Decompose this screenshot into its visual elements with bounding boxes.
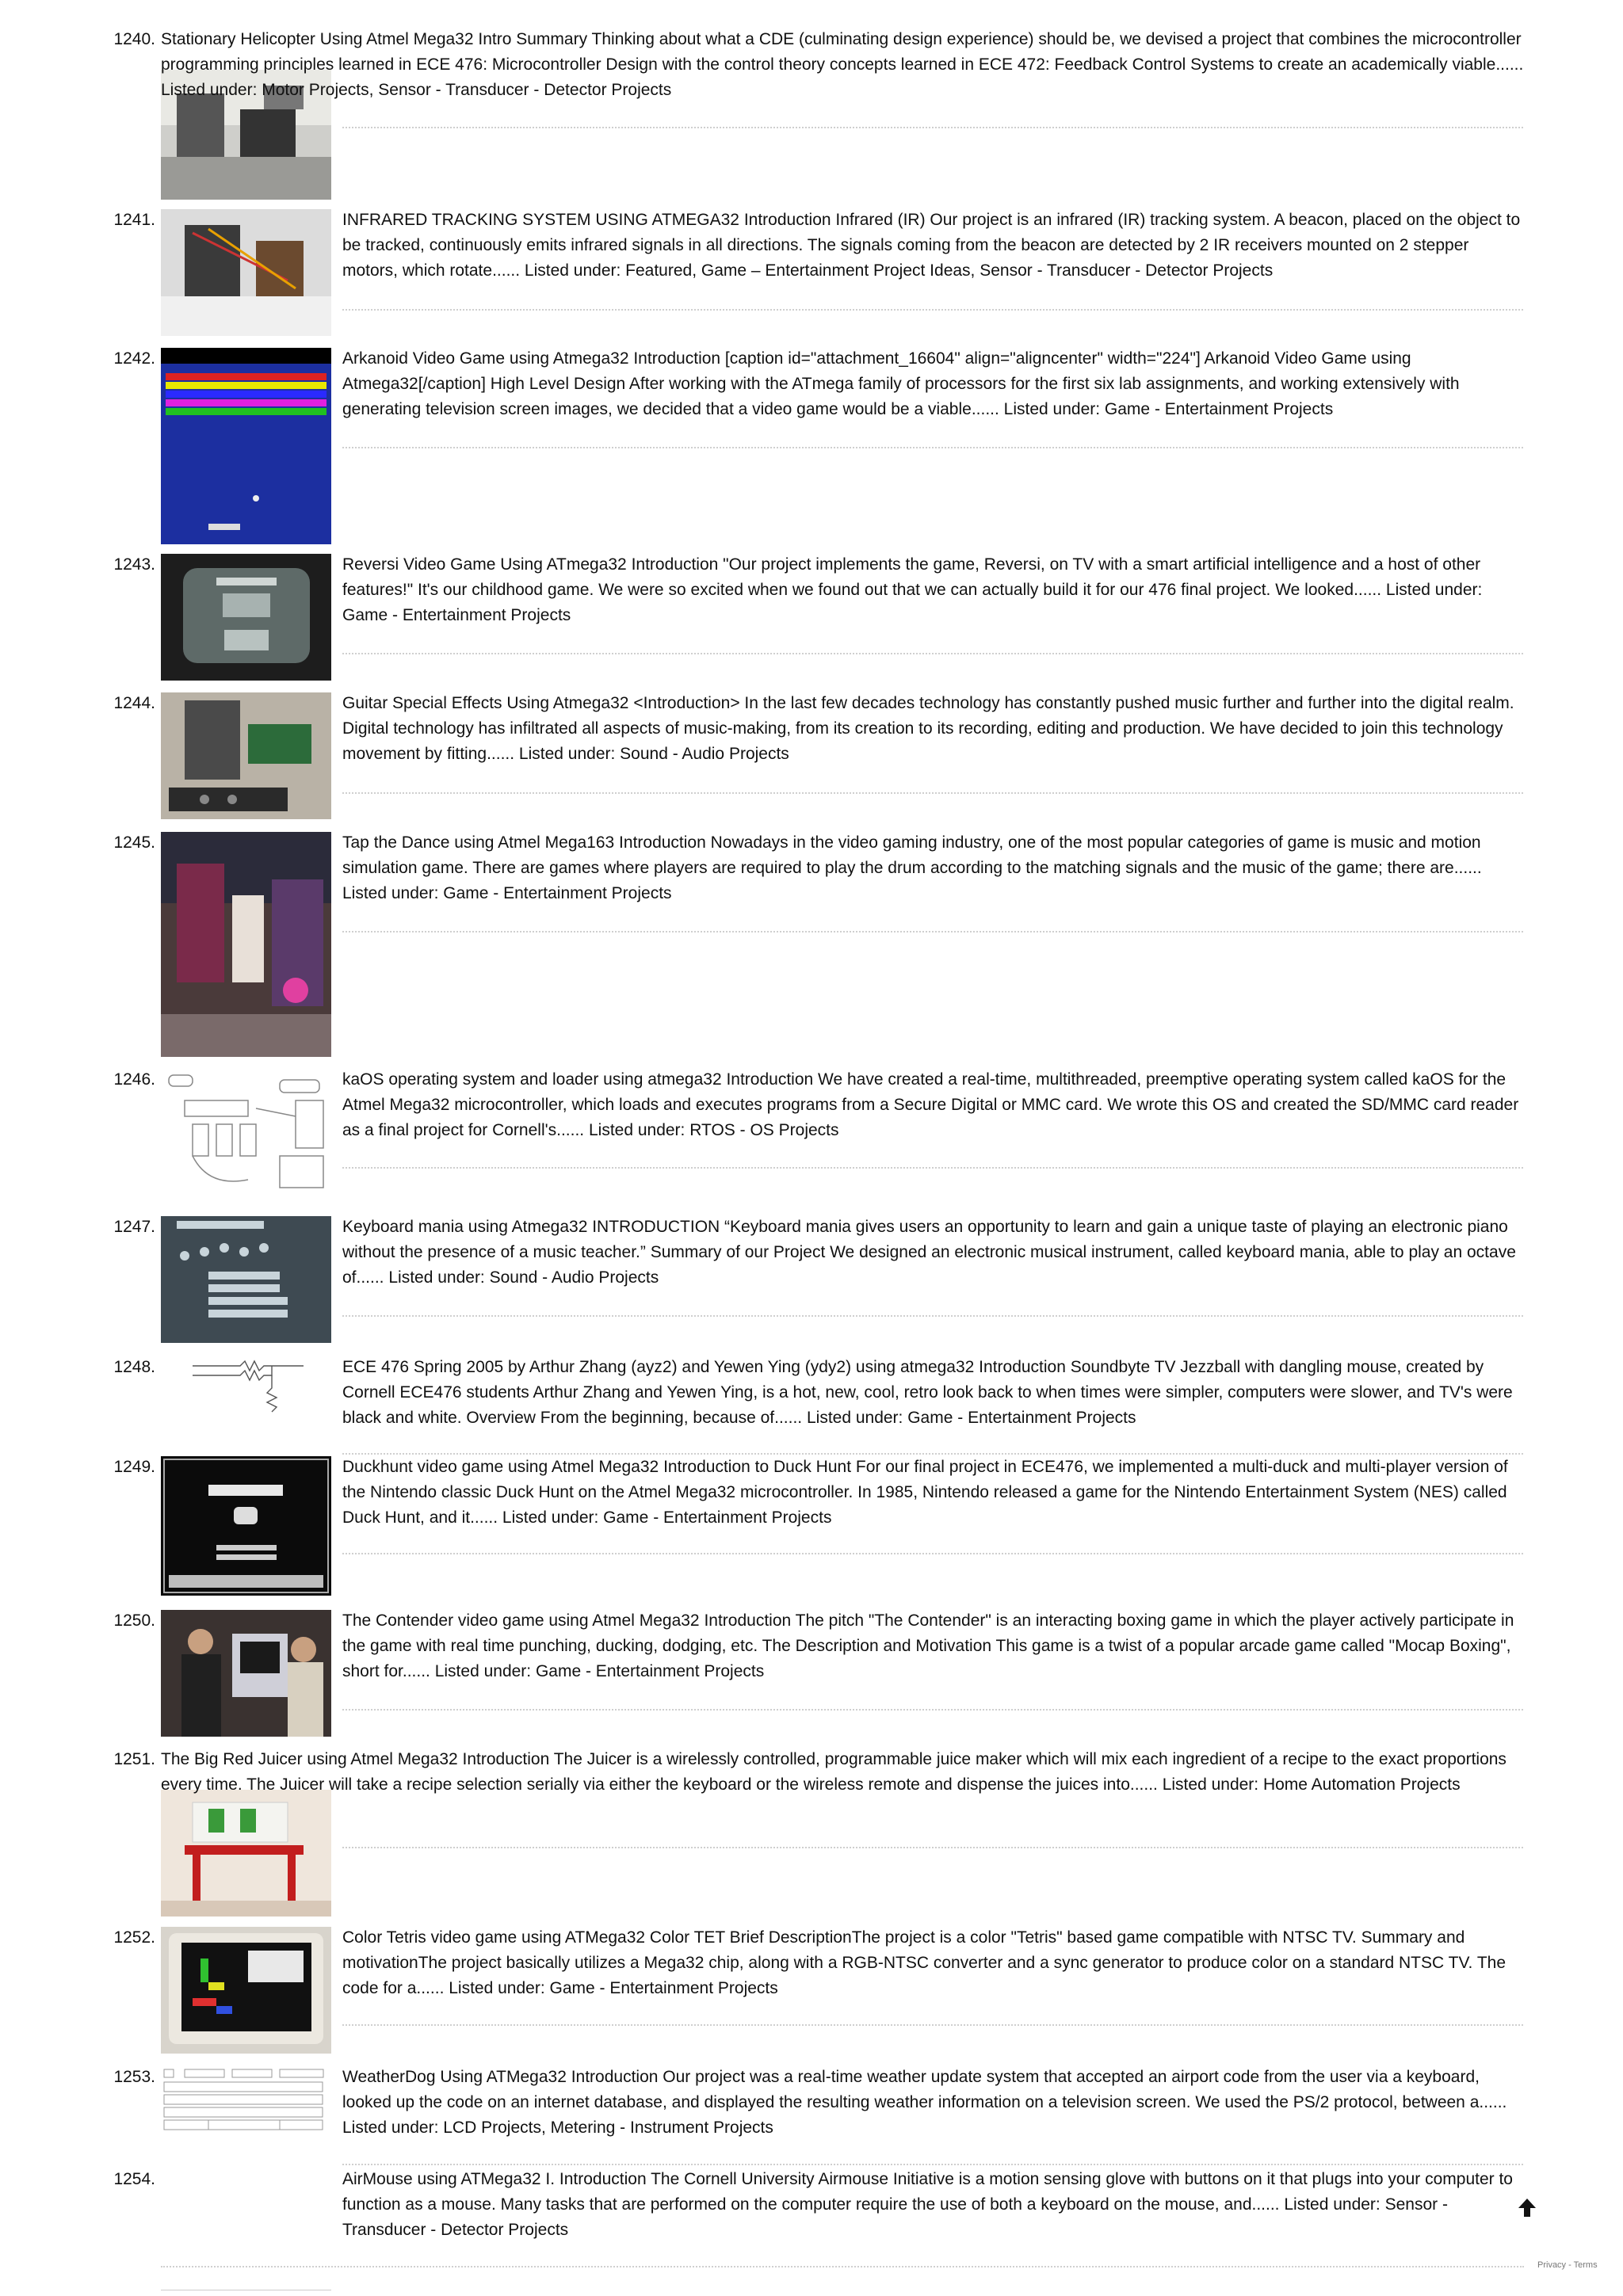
item-number: 1248. bbox=[113, 1358, 155, 1376]
item-title-link[interactable]: Stationary Helicopter Using Atmel Mega32 bbox=[161, 30, 474, 48]
item-title-link[interactable]: Color Tetris video game using ATMega32 bbox=[342, 1928, 646, 1947]
item-title-link[interactable]: AirMouse using ATMega32 bbox=[342, 2170, 541, 2188]
item-description: WeatherDog Using ATMega32 Introduction Our project was a real-time weather update system that accepted an airport code from the user via a keyboard, looked up the code on an internet database, and displayed the resulting weather information on a television screen. We used the PS/2 protocol, between a...... Listed under: LCD Projects, Metering - Instrument Projects bbox=[342, 2068, 1507, 2137]
separator bbox=[342, 1167, 1523, 1169]
item-description: Stationary Helicopter Using Atmel Mega32 Intro Summary Thinking about what a CDE (culminating design experience) should be, we devised a project that combines the microcontroller programming principles learned in ECE 476: Microcontroller Design with the control theory concepts learned in ECE 472: Feedback Control Systems to create an academically viable...... Listed under: Motor Projects, Sensor - Transducer - Detector Projects bbox=[161, 30, 1524, 99]
item-title-link[interactable]: Guitar Special Effects Using Atmega32 bbox=[342, 694, 629, 712]
item-thumbnail[interactable] bbox=[161, 209, 331, 336]
item-title-link[interactable]: Keyboard mania using Atmega32 bbox=[342, 1218, 588, 1236]
item-description: kaOS operating system and loader using atmega32 Introduction We have created a real-time, multithreaded, preemptive operating system called kaOS for the Atmel Mega32 microcontroller, which loads and executes programs from a Secure Digital or MMC card. We wrote this OS and created the SD/MMC card reader as a final project for Cornell's...... Listed under: RTOS - OS Projects bbox=[342, 1070, 1519, 1139]
separator bbox=[342, 792, 1523, 794]
separator bbox=[342, 2164, 1523, 2165]
item-thumbnail[interactable] bbox=[161, 2066, 331, 2138]
item-number: 1249. bbox=[113, 1458, 155, 1476]
item-number: 1253. bbox=[113, 2068, 155, 2086]
item-number: 1241. bbox=[113, 211, 155, 229]
item-number: 1250. bbox=[113, 1611, 155, 1630]
item-number: 1246. bbox=[113, 1070, 155, 1089]
item-title-link[interactable]: Reversi Video Game Using ATmega32 bbox=[342, 555, 627, 574]
item-number: 1242. bbox=[113, 349, 155, 368]
separator bbox=[342, 1709, 1523, 1711]
item-description: AirMouse using ATMega32 I. Introduction The Cornell University Airmouse Initiative is a motion sensing glove with buttons on it that plugs into your computer to function as a mouse. Many tasks that are performed on the computer require the use of both a keyboard on the mouse, and...... Listed under: Sensor - Transducer - Detector Projects bbox=[342, 2170, 1513, 2239]
separator bbox=[342, 1315, 1523, 1317]
item-thumbnail[interactable] bbox=[161, 1456, 331, 1596]
item-number: 1243. bbox=[113, 555, 155, 574]
item-description: Keyboard mania using Atmega32 INTRODUCTION “Keyboard mania gives users an opportunity to learn and gain a unique taste of playing an electronic piano without the presence of a music teacher.” Summary of our Project We designed an electronic musical instrument, called keyboard mania, able to play an octave of...... Listed under: Sound - Audio Projects bbox=[342, 1218, 1516, 1287]
item-description: Tap the Dance using Atmel Mega163 Introduction Nowadays in the video gaming industry, one of the most popular categories of game is music and motion simulation game. There are games where players are required to play the drum according to the matching signals and the music of the game; there are...... Listed under: Game - Entertainment Projects bbox=[342, 833, 1482, 902]
item-title-link[interactable]: INFRARED TRACKING SYSTEM USING ATMEGA32 bbox=[342, 211, 739, 229]
item-description: The Contender video game using Atmel Mega32 Introduction The pitch "The Contender" is an interacting boxing game in which the player actively participate in the game with real time punching, ducking, dodging, etc. The Description and Motivation This game is a twist of a popular arcade game called "Mocap Boxing", short for...... Listed under: Game - Entertainment Projects bbox=[342, 1611, 1514, 1680]
item-title-link[interactable]: ECE 476 Spring 2005 by Arthur Zhang (ayz2) and Yewen Ying (ydy2) using atmega32 bbox=[342, 1358, 975, 1376]
separator bbox=[161, 2266, 1524, 2267]
item-title-link[interactable]: Tap the Dance using Atmel Mega163 bbox=[342, 833, 615, 852]
item-description: Guitar Special Effects Using Atmega32 <Introduction> In the last few decades technology has constantly pushed music further and further into the digital realm. Digital technology has infiltrated all aspects of music-making, from its creation to its recording, editing and production. We have decided to join this technology movement by fitting...... Listed under: Sound - Audio Projects bbox=[342, 694, 1514, 763]
item-title-link[interactable]: kaOS operating system and loader using atmega32 bbox=[342, 1070, 722, 1089]
separator bbox=[342, 2024, 1523, 2026]
separator bbox=[342, 653, 1523, 654]
scroll-to-top-button[interactable] bbox=[1514, 2195, 1540, 2220]
item-description: The Big Red Juicer using Atmel Mega32 Introduction The Juicer is a wirelessly controlled, programmable juice maker which will mix each ingredient of a recipe to the exact proportions every time. The Juicer will take a recipe selection serially via either the keyboard or the wireless remote and dispense the juices into...... Listed under: Home Automation Projects bbox=[161, 1750, 1507, 1794]
item-thumbnail[interactable] bbox=[161, 832, 331, 1057]
item-title-link[interactable]: The Contender video game using Atmel Mega32 bbox=[342, 1611, 700, 1630]
item-title-link[interactable]: Arkanoid Video Game using Atmega32 bbox=[342, 349, 629, 368]
item-description: Duckhunt video game using Atmel Mega32 Introduction to Duck Hunt For our final project in ECE476, we implemented a multi-duck and multi-player version of the Nintendo classic Duck Hunt on the Atmel Mega32 microcontroller. In 1985, Nintendo released a game for the Nintendo Entertainment System (NES) called Duck Hunt, and it...... Listed under: Game - Entertainment Projects bbox=[342, 1458, 1508, 1527]
separator bbox=[342, 1553, 1523, 1554]
item-thumbnail[interactable] bbox=[161, 1216, 331, 1343]
item-number: 1245. bbox=[113, 833, 155, 852]
item-thumbnail[interactable] bbox=[161, 1610, 331, 1737]
separator bbox=[342, 309, 1523, 311]
item-title-link[interactable]: The Big Red Juicer using Atmel Mega32 bbox=[161, 1750, 458, 1768]
item-number: 1251. bbox=[113, 1750, 155, 1768]
separator bbox=[342, 931, 1523, 933]
arrow-up-icon bbox=[1514, 2195, 1540, 2220]
recaptcha-terms[interactable]: Privacy - Terms bbox=[1537, 2260, 1598, 2270]
item-thumbnail[interactable] bbox=[161, 692, 331, 819]
item-thumbnail[interactable] bbox=[161, 1069, 331, 1196]
item-title-link[interactable]: WeatherDog Using ATMega32 bbox=[342, 2068, 567, 2086]
item-thumbnail[interactable] bbox=[161, 348, 331, 544]
item-title-link[interactable]: Duckhunt video game using Atmel Mega32 bbox=[342, 1458, 659, 1476]
item-description: INFRARED TRACKING SYSTEM USING ATMEGA32 Introduction Infrared (IR) Our project is an infrared (IR) tracking system. A beacon, placed on the object to be tracked, continuously emits infrared signals in all directions. The signals coming from the beacon are detected by 2 IR receivers mounted on 2 stepper motors, which rotate...... Listed under: Featured, Game – Entertainment Project Ideas, Sensor - Transducer - Detector Projects bbox=[342, 211, 1521, 280]
item-description: Reversi Video Game Using ATmega32 Introduction "Our project implements the game, Reversi, on TV with a smart artificial intelligence and a host of other features!" It's our childhood game. We were so excited when we found out that we can actually build it for our 476 final project. We looked...... Listed under: Game - Entertainment Projects bbox=[342, 555, 1483, 624]
item-number: 1252. bbox=[113, 1928, 155, 1947]
item-thumbnail[interactable] bbox=[161, 554, 331, 681]
item-thumbnail[interactable] bbox=[161, 1790, 331, 1917]
separator bbox=[342, 127, 1523, 128]
item-number: 1254. bbox=[113, 2170, 155, 2188]
item-number: 1247. bbox=[113, 1218, 155, 1236]
item-description: Color Tetris video game using ATMega32 Color TET Brief DescriptionThe project is a color "Tetris" based game compatible with NTSC TV. Summary and motivationThe project basically utilizes a Mega32 chip, along with a RGB-NTSC converter and a sync generator to produce color on a standard NTSC TV. The code for a...... Listed under: Game - Entertainment Projects bbox=[342, 1928, 1507, 1997]
item-description: Arkanoid Video Game using Atmega32 Introduction [caption id="attachment_16604" align="aligncenter" width="224"] Arkanoid Video Game using Atmega32[/caption] High Level Design After working with the ATmega family of processors for the first six lab assignments, and working extensively with generating television screen images, we decided that a video game would be a viable...... Listed under: Game - Entertainment Projects bbox=[342, 349, 1460, 418]
item-thumbnail[interactable] bbox=[161, 1927, 331, 2054]
item-number: 1244. bbox=[113, 694, 155, 712]
item-number: 1240. bbox=[113, 30, 155, 48]
separator bbox=[342, 447, 1523, 448]
item-thumbnail[interactable] bbox=[161, 1356, 331, 1420]
item-description: ECE 476 Spring 2005 by Arthur Zhang (ayz2) and Yewen Ying (ydy2) using atmega32 Introduction Soundbyte TV Jezzball with dangling mouse, created by Cornell ECE476 students Arthur Zhang and Yewen Ying, is a hot, new, cool, retro look back to when times were simpler, computers were slower, and TV's were black and white. Overview From the beginning, because of...... Listed under: Game - Entertainment Projects bbox=[342, 1358, 1513, 1427]
separator bbox=[342, 1847, 1523, 1848]
